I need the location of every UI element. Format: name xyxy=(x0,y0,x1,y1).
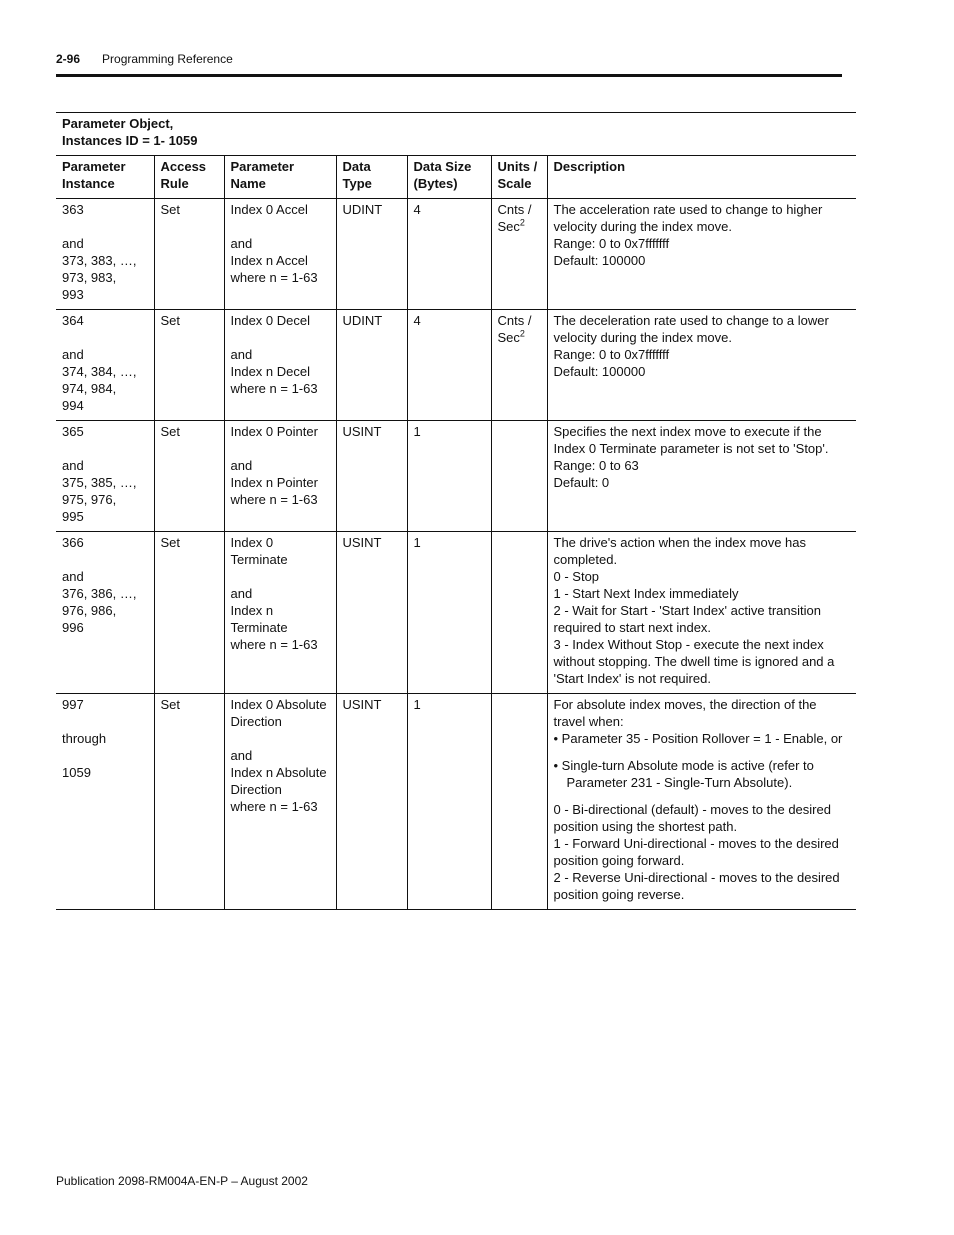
instance-cell: 365 and 375, 385, …, 975, 976, 995 xyxy=(56,421,154,532)
page-number: 2-96 xyxy=(56,52,81,66)
name-cell: Index 0 Decel and Index n Decel where n = 1-63 xyxy=(224,310,336,421)
table-row xyxy=(56,421,856,532)
units-cell: Cnts / Sec$^2$ xyxy=(491,310,547,421)
column-header-row xyxy=(56,156,856,199)
name-cell: Index 0 Absolute Direction and Index n Absolute Direction where n = 1-63 xyxy=(224,694,336,910)
col-data-size: Data Size (Bytes) xyxy=(407,156,491,199)
size-cell: 1 xyxy=(407,421,491,532)
units-cell: Cnts / Sec$^2$ xyxy=(491,199,547,310)
description-cell: Specifies the next index move to execute if the Index 0 Terminate parameter is not set to 'Stop'. Range: 0 to 63 Default: 0 xyxy=(547,421,856,532)
bullet-item: • Parameter 35 - Position Rollover = 1 - Enable, or xyxy=(553,731,843,746)
table-row xyxy=(56,310,856,421)
col-units-scale: Units / Scale xyxy=(491,156,547,199)
access-cell: Set xyxy=(154,310,224,421)
table-caption-row xyxy=(56,113,856,156)
description-cell: The drive's action when the index move has completed. 0 - Stop 1 - Start Next Index immediately 2 - Wait for Start - 'Start Index' active transition required to start next index. 3 - Index Without Stop - execute the next index without stopping. The dwell time is ignored and a 'Start Index' is not required. xyxy=(547,532,856,694)
col-parameter-instance: Parameter Instance xyxy=(56,156,154,199)
units-cell xyxy=(491,694,547,910)
table-row xyxy=(56,694,856,910)
type-cell: USINT xyxy=(336,421,407,532)
col-access-rule: Access Rule xyxy=(154,156,224,199)
section-title: Programming Reference xyxy=(102,52,233,66)
parameter-table xyxy=(56,112,856,910)
type-cell: USINT xyxy=(336,532,407,694)
name-cell: Index 0 Terminate and Index n Terminate where n = 1-63 xyxy=(224,532,336,694)
page-footer: Publication 2098-RM004A-EN-P – August 2002 xyxy=(56,1174,308,1188)
table-caption: Parameter Object, Instances ID = 1- 1059 xyxy=(56,113,856,156)
header-rule xyxy=(56,74,842,77)
description-cell: For absolute index moves, the direction of the travel when: • Parameter 35 - Position Rollover = 1 - Enable, or • Single-turn Absolute mode is active (refer to Parameter 231 - Single-Turn Absolute). 0 - Bi-directional (default) - moves to the desired position using the shortest path. 1 - Forward Uni-directional - moves to the desired position going forward. 2 - Reverse Uni-directional - moves to the desired position going reverse. xyxy=(547,694,856,910)
access-cell: Set xyxy=(154,694,224,910)
description-cell: The acceleration rate used to change to higher velocity during the index move. Range: 0 to 0x7fffffff Default: 100000 xyxy=(547,199,856,310)
size-cell: 1 xyxy=(407,694,491,910)
size-cell: 4 xyxy=(407,199,491,310)
instance-cell: 364 and 374, 384, …, 974, 984, 994 xyxy=(56,310,154,421)
access-cell: Set xyxy=(154,421,224,532)
instance-cell: 363 and 373, 383, …, 973, 983, 993 xyxy=(56,199,154,310)
col-description: Description xyxy=(547,156,856,199)
type-cell: UDINT xyxy=(336,199,407,310)
table-row xyxy=(56,532,856,694)
units-cell xyxy=(491,532,547,694)
bullet-item: • Single-turn Absolute mode is active (refer to Parameter 231 - Single-Turn Absolute). xyxy=(553,758,814,790)
col-parameter-name: Parameter Name xyxy=(224,156,336,199)
instance-cell: 997 through 1059 xyxy=(56,694,154,910)
instance-cell: 366 and 376, 386, …, 976, 986, 996 xyxy=(56,532,154,694)
access-cell: Set xyxy=(154,199,224,310)
units-cell xyxy=(491,421,547,532)
name-cell: Index 0 Pointer and Index n Pointer where n = 1-63 xyxy=(224,421,336,532)
type-cell: USINT xyxy=(336,694,407,910)
size-cell: 4 xyxy=(407,310,491,421)
table-row xyxy=(56,199,856,310)
access-cell: Set xyxy=(154,532,224,694)
size-cell: 1 xyxy=(407,532,491,694)
col-data-type: Data Type xyxy=(336,156,407,199)
page-header xyxy=(56,52,233,66)
name-cell: Index 0 Accel and Index n Accel where n = 1-63 xyxy=(224,199,336,310)
type-cell: UDINT xyxy=(336,310,407,421)
description-cell: The deceleration rate used to change to a lower velocity during the index move. Range: 0 to 0x7fffffff Default: 100000 xyxy=(547,310,856,421)
